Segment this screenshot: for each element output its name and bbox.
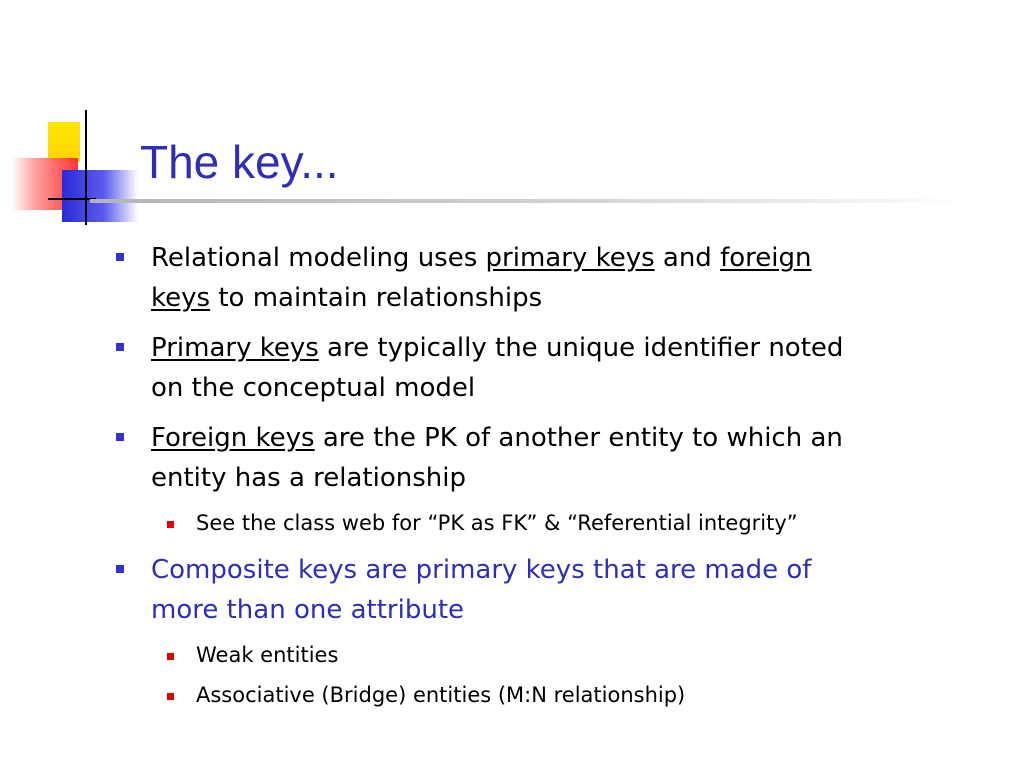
sub-bullet-text: See the class web for “PK as FK” & “Referential integrity” bbox=[196, 511, 798, 535]
primary-keys-term: Primary keys bbox=[151, 333, 319, 363]
square-bullet-icon bbox=[116, 433, 124, 441]
bullet-text: to maintain relationships bbox=[210, 283, 543, 313]
foreign-keys-term: keys bbox=[151, 283, 211, 313]
bullet-text: are typically the unique identifier noted bbox=[318, 333, 844, 363]
bullet-text: and bbox=[654, 243, 721, 273]
bullet-item bbox=[151, 328, 971, 408]
sub-bullet-item bbox=[196, 640, 976, 670]
bullet-item bbox=[151, 418, 971, 498]
bullet-text: on the conceptual model bbox=[151, 373, 476, 403]
bullet-text: are the PK of another entity to which an bbox=[314, 423, 843, 453]
square-bullet-icon bbox=[116, 253, 124, 261]
bullet-text: entity has a relationship bbox=[151, 463, 466, 493]
square-bullet-icon bbox=[116, 343, 124, 351]
sub-bullet-item bbox=[196, 680, 976, 710]
bullet-text: Composite keys are primary keys that are made of bbox=[151, 555, 812, 585]
primary-keys-term: primary keys bbox=[485, 243, 655, 273]
bullet-item bbox=[151, 238, 971, 318]
sub-bullet-text: Weak entities bbox=[196, 643, 339, 667]
bullet-text: Relational modeling uses bbox=[151, 243, 486, 273]
bullet-item bbox=[151, 550, 971, 630]
square-bullet-icon bbox=[116, 565, 124, 573]
small-square-bullet-icon bbox=[167, 693, 174, 700]
small-square-bullet-icon bbox=[167, 521, 174, 528]
slide-title: The key... bbox=[140, 136, 339, 188]
foreign-keys-term: foreign bbox=[720, 243, 812, 273]
sub-bullet-text: Associative (Bridge) entities (M:N relationship) bbox=[196, 683, 686, 707]
small-square-bullet-icon bbox=[167, 653, 174, 660]
sub-bullet-item bbox=[196, 508, 976, 538]
bullet-text: more than one attribute bbox=[151, 595, 465, 625]
foreign-keys-term: Foreign keys bbox=[151, 423, 315, 453]
